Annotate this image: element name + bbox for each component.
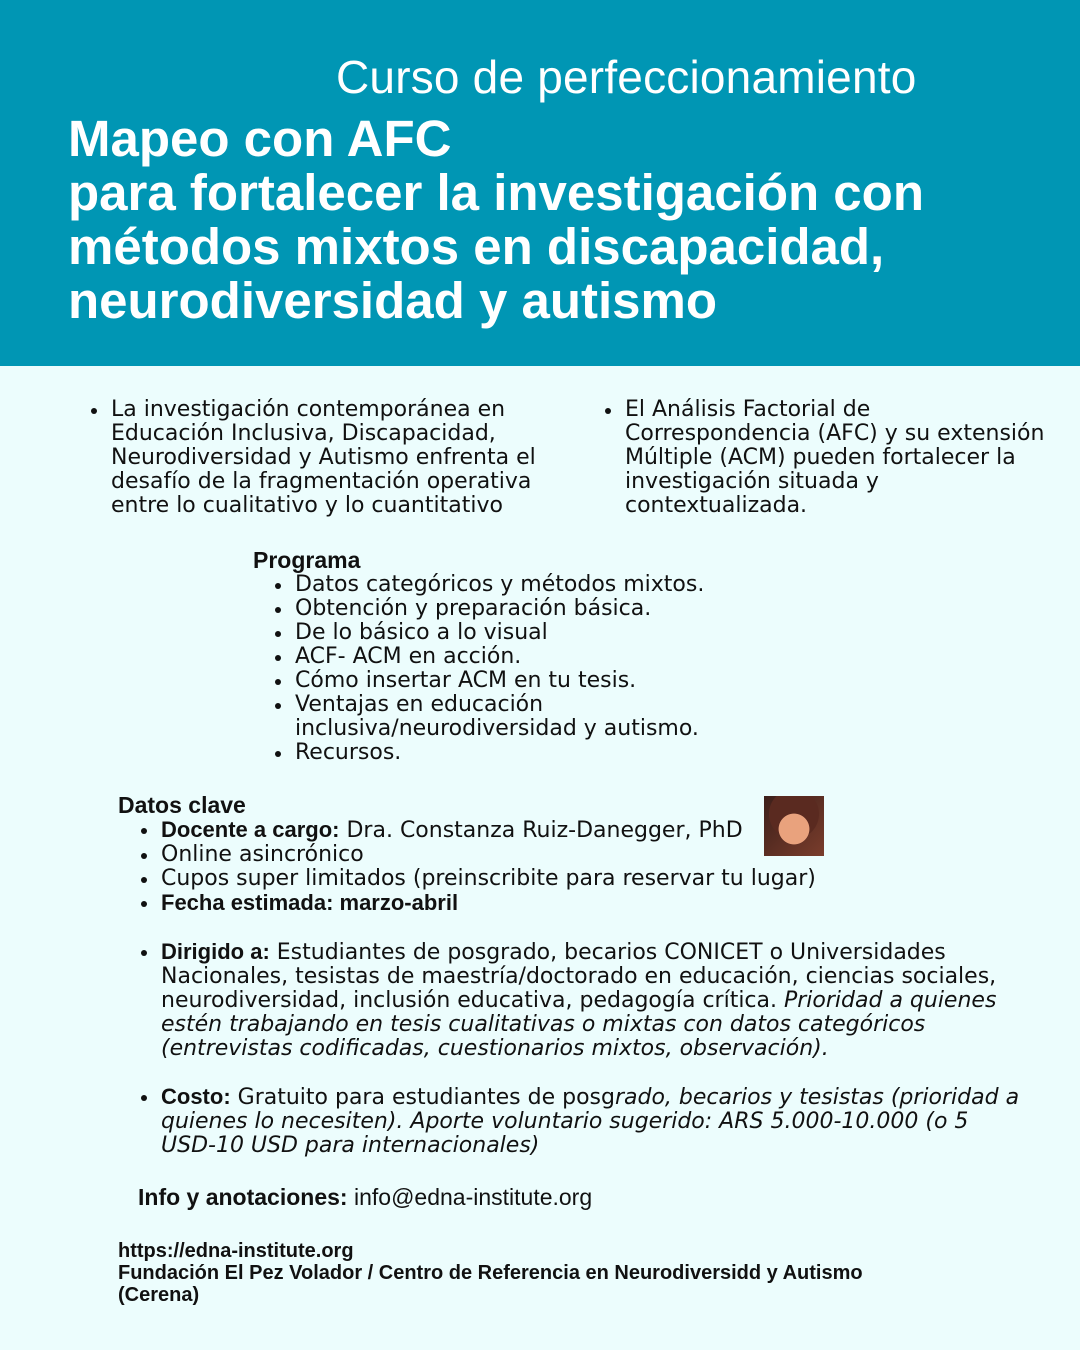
cost-item xyxy=(161,1085,1021,1158)
date-item xyxy=(161,891,1021,916)
footer xyxy=(118,1240,1018,1306)
cost-value: Gratuito para estudiantes de posg xyxy=(230,1085,615,1110)
program-item: Obtención y preparación básica. xyxy=(295,597,765,621)
title-line: para fortalecer la investigación con xyxy=(68,164,924,221)
title-line: métodos mixtos en discapacidad, xyxy=(68,218,885,275)
footer-url[interactable]: https://edna-institute.org xyxy=(118,1240,354,1262)
header-banner xyxy=(0,0,1080,366)
info-email[interactable]: info@edna-institute.org xyxy=(347,1184,593,1210)
teacher-label: Docente a cargo: xyxy=(161,817,340,842)
cost-italic: rado, becarios y tesistas (prioridad a quienes lo necesiten). Aporte voluntario sugerido: ARS 5.000-10.000 (o 5 USD-10 USD para internacionales) xyxy=(161,1085,1020,1158)
course-title xyxy=(68,112,1058,328)
footer-org: Fundación El Pez Volador / Centro de Referencia en Neurodiversidd y Autismo (Cerena) xyxy=(118,1262,863,1306)
audience-value: Estudiantes de posgrado, becarios CONICET o Universidades Nacionales, tesistas de maestría/doctorado en educación, ciencias sociales, neurodiversidad, inclusión educativa, pedagogía crítica. xyxy=(161,940,997,1013)
intro-item: La investigación contemporánea en Educación Inclusiva, Discapacidad, Neurodiversidad y Autismo enfrenta el desafío de la fragmentación operativa entre lo cualitativo y lo cuantitativo xyxy=(111,398,561,518)
date-text: Fecha estimada: marzo-abril xyxy=(161,890,459,915)
teacher-value: Dra. Constanza Ruiz-Danegger, PhD xyxy=(339,818,743,843)
program-item: Datos categóricos y métodos mixtos. xyxy=(295,573,765,597)
key-data-heading: Datos clave xyxy=(118,792,246,818)
audience-item xyxy=(161,940,1021,1061)
course-subtitle: Curso de perfeccionamiento xyxy=(336,51,917,103)
cost-label: Costo: xyxy=(161,1084,231,1109)
intro-item: El Análisis Factorial de Correspondencia (AFC) y su extensión Múltiple (ACM) pueden fortalecer la investigación situada y contextualizada. xyxy=(625,397,1045,518)
audience-priority: Prioridad a quienes estén trabajando en tesis cualitativas o mixtas con datos categóricos (entrevistas codificadas, cuestionarios mixtos, observación). xyxy=(161,988,997,1061)
title-line: neurodiversidad y autismo xyxy=(68,272,718,329)
key-data-list xyxy=(161,818,1021,1158)
program-list xyxy=(295,573,765,765)
audience-label: Dirigido a: xyxy=(161,939,270,964)
teacher-item xyxy=(161,818,1021,843)
program-item: Ventajas en educación inclusiva/neurodiversidad y autismo. xyxy=(295,693,765,741)
info-label: Info y anotaciones: xyxy=(138,1184,348,1210)
info-line xyxy=(138,1184,592,1211)
program-item: Recursos. xyxy=(295,741,765,765)
program-item: Cómo insertar ACM en tu tesis. xyxy=(295,669,765,693)
intro-left xyxy=(111,398,561,518)
program-heading: Programa xyxy=(253,547,361,573)
intro-right xyxy=(625,398,1045,518)
program-item: ACF- ACM en acción. xyxy=(295,645,765,669)
seats-item: Cupos super limitados (preinscribite para reservar tu lugar) xyxy=(161,867,1021,891)
program-item: De lo básico a lo visual xyxy=(295,621,765,645)
mode-item: Online asincrónico xyxy=(161,843,1021,867)
title-line: Mapeo con AFC xyxy=(68,110,452,167)
